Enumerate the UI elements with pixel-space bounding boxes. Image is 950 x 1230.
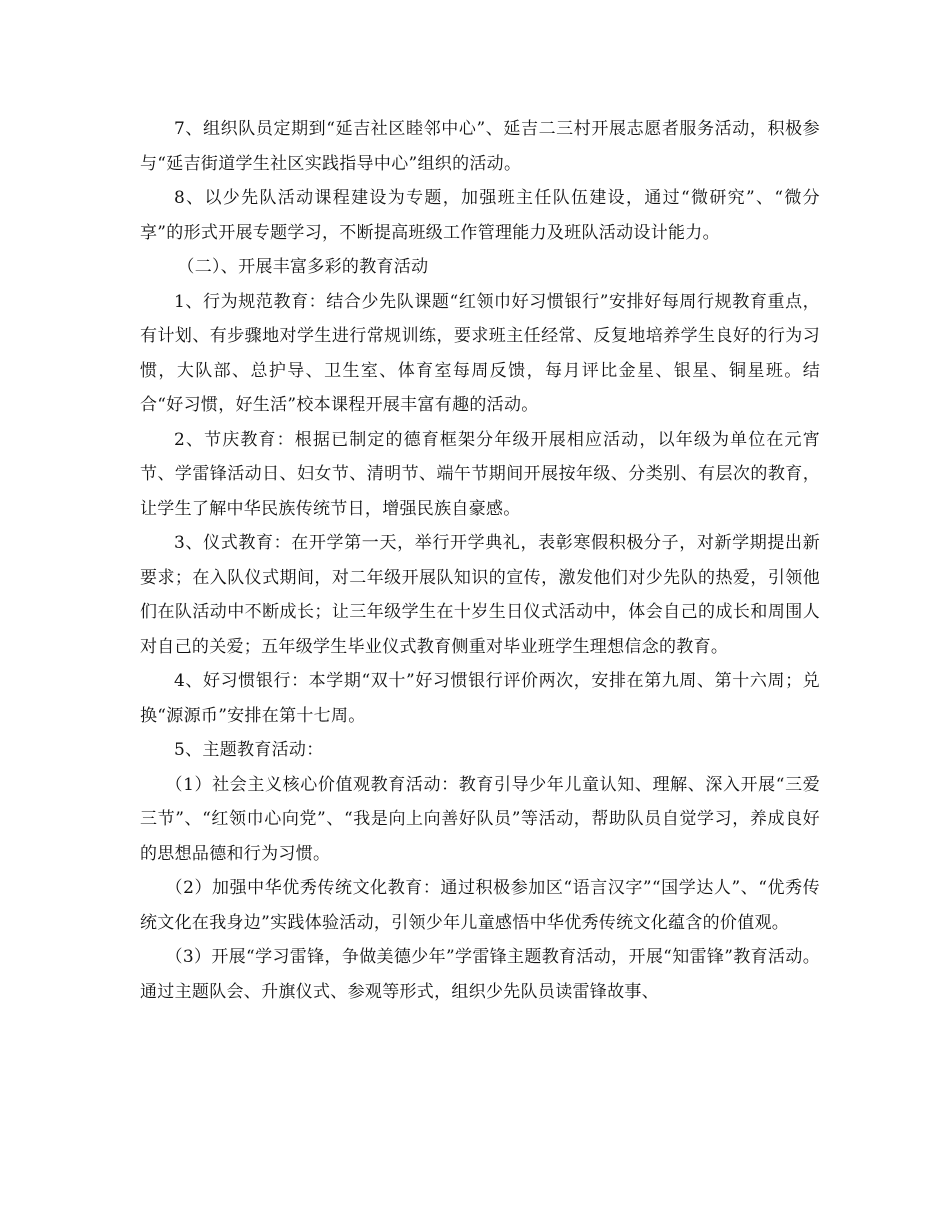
paragraph-sub-item-2: （2）加强中华优秀传统文化教育：通过积极参加区“语言汉字”“国学达人”、“优秀传统文化在我身边”实践体验活动，引领少年儿童感悟中华优秀传统文化蕴含的价值观。 <box>140 878 820 933</box>
paragraph-theme-education: 5、主题教育活动： <box>174 740 324 760</box>
paragraph-sub-item-1: （1）社会主义核心价值观教育活动：教育引导少年儿童认知、理解、深入开展“三爱三节”、“红领巾心向党”、“我是向上向善好队员”等活动，帮助队员自觉学习，养成良好的思想品德和行为习惯。 <box>140 774 820 864</box>
paragraph-ceremony-education: 3、仪式教育：在开学第一天，举行开学典礼，表彰寒假积极分子，对新学期提出新要求；在入队仪式期间，对二年级开展队知识的宣传，激发他们对少先队的热爱，引领他们在队活动中不断成长；让三年级学生在十岁生日仪式活动中，体会自己的成长和周围人对自己的关爱；五年级学生毕业仪式教育侧重对毕业班学生理想信念的教育。 <box>140 533 820 657</box>
paragraph-sub-item-3: （3）开展“学习雷锋，争做美德少年”学雷锋主题教育活动，开展“知雷锋”教育活动。通过主题队会、升旗仪式、参观等形式，组织少先队员读雷锋故事、 <box>140 947 820 1002</box>
paragraph-item-8: 8、以少先队活动课程建设为专题，加强班主任队伍建设，通过“微研究”、“微分享”的形式开展专题学习，不断提高班级工作管理能力及班队活动设计能力。 <box>140 188 820 243</box>
paragraph-item-7: 7、组织队员定期到“延吉社区睦邻中心”、延吉二三村开展志愿者服务活动，积极参与“延吉街道学生社区实践指导中心”组织的活动。 <box>140 119 820 174</box>
paragraph-habit-bank: 4、好习惯银行：本学期“双十”好习惯银行评价两次，安排在第九周、第十六周；兑换“源源币”安排在第十七周。 <box>140 671 820 726</box>
paragraph-behavior-education: 1、行为规范教育：结合少先队课题“红领巾好习惯银行”安排好每周行规教育重点，有计划、有步骤地对学生进行常规训练，要求班主任经常、反复地培养学生良好的行为习惯，大队部、总护导、卫生室、体育室每周反馈，每月评比金星、银星、铜星班。结合“好习惯，好生活”校本课程开展丰富有趣的活动。 <box>140 291 820 415</box>
paragraph-festival-education: 2、节庆教育：根据已制定的德育框架分年级开展相应活动，以年级为单位在元宵节、学雷锋活动日、妇女节、清明节、端午节期间开展按年级、分类别、有层次的教育，让学生了解中华民族传统节日，增强民族自豪感。 <box>140 429 820 519</box>
document-body <box>140 112 820 1009</box>
section-heading: （二）、开展丰富多彩的教育活动 <box>177 257 429 277</box>
